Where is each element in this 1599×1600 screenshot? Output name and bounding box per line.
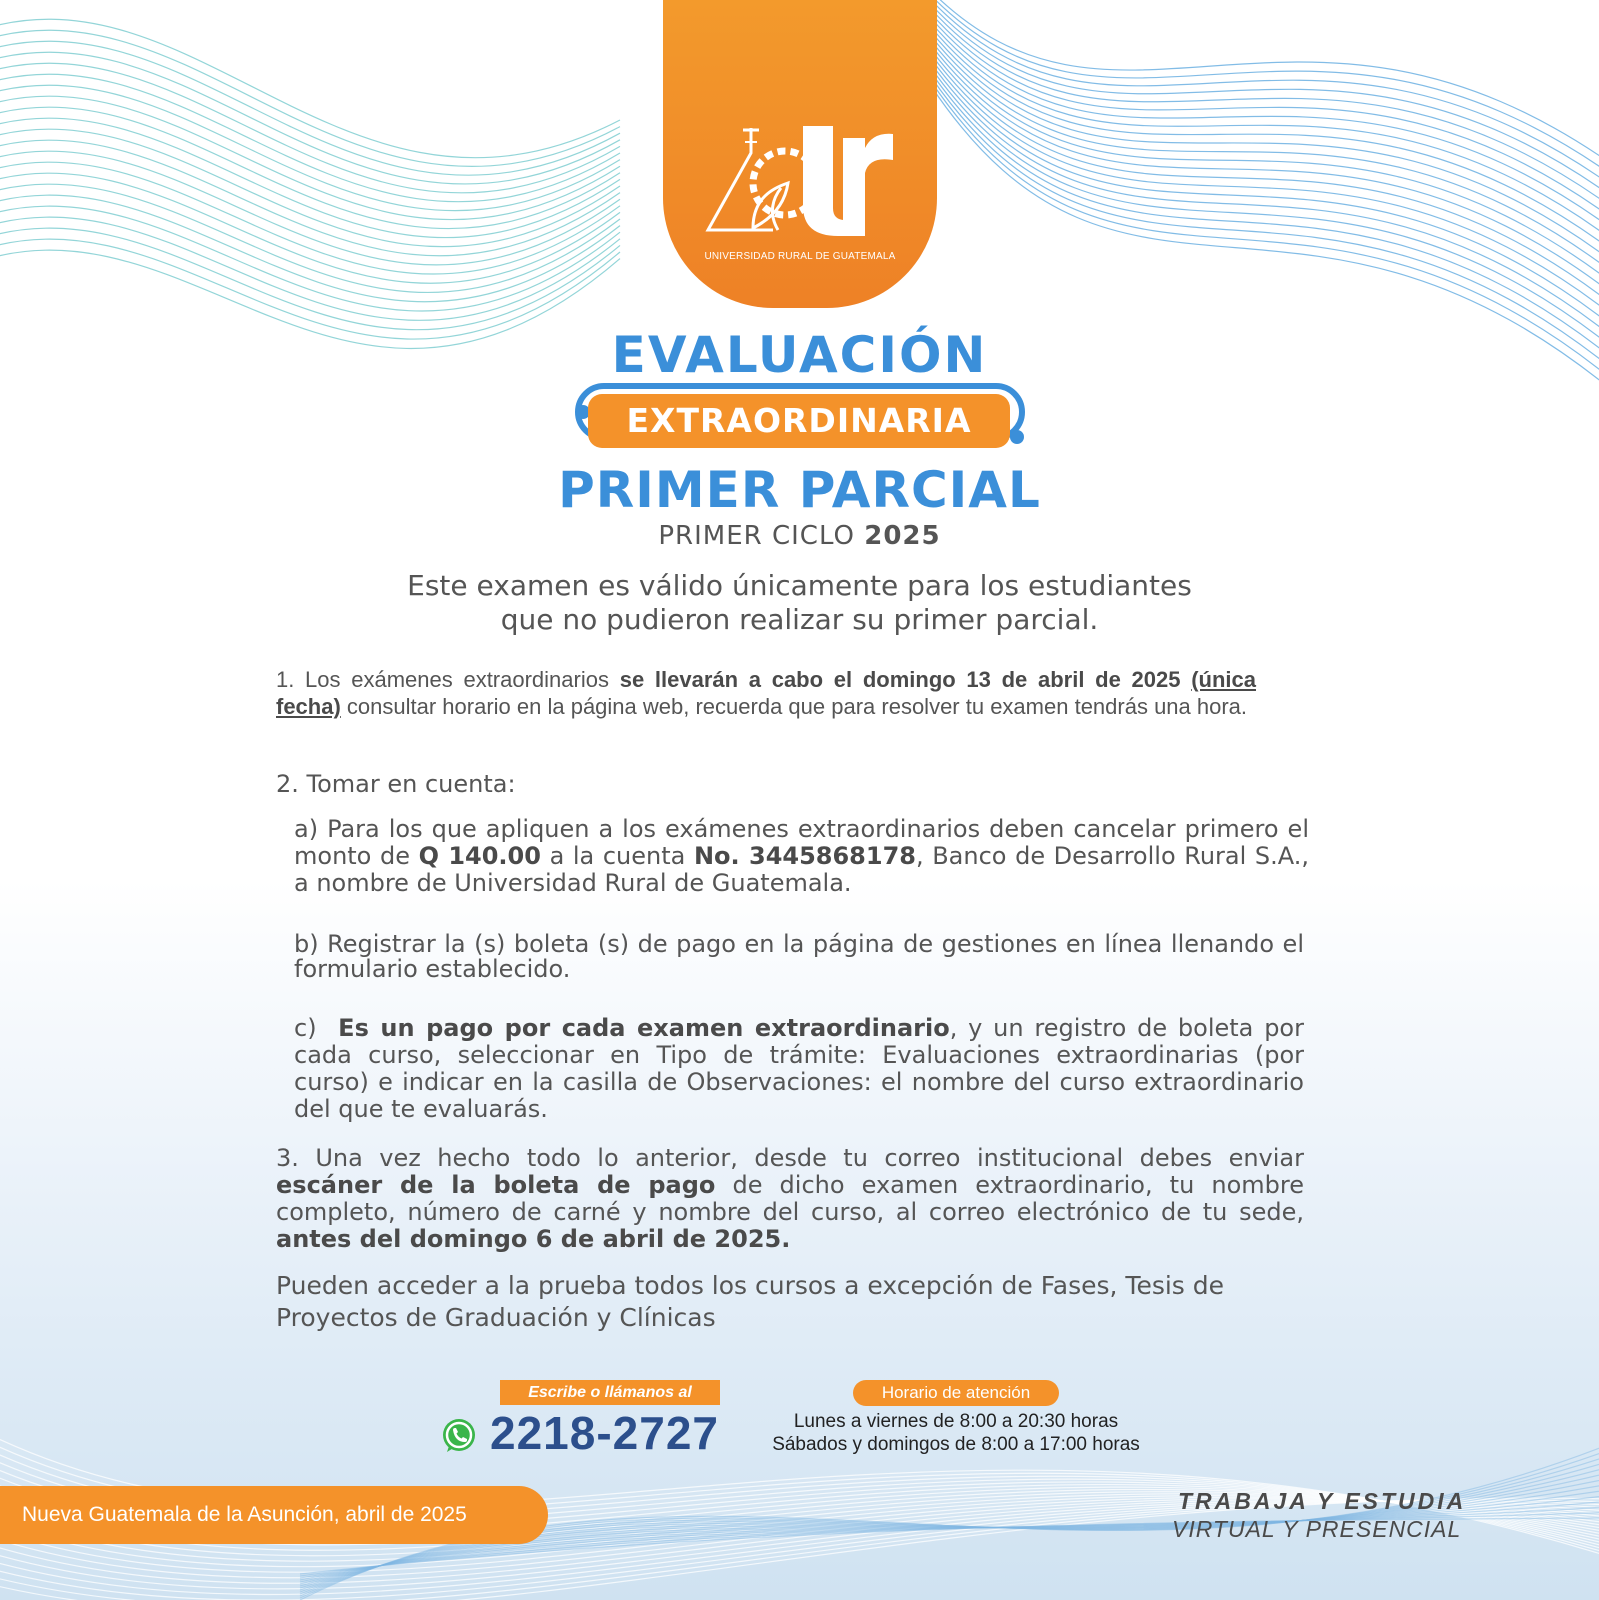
university-logo-icon (693, 118, 903, 248)
intro-line-2: que no pudieron realizar su primer parcial. (500, 603, 1099, 636)
item-2a-account: No. 3445868178 (693, 842, 916, 870)
item-2: 2. Tomar en cuenta: (276, 770, 516, 798)
item-2c (294, 1015, 1304, 1123)
item-3-middle: de dicho examen extraordinario, tu nombre completo, número de carné y nombre del curso, al correo electrónico de tu sede, (276, 1171, 1304, 1226)
item-2c-prefix: c) (294, 1014, 317, 1042)
wave-line (0, 63, 620, 193)
cycle-label: PRIMER CICLO (658, 521, 855, 551)
item-1-unique-date: (única fecha) (276, 667, 1256, 719)
item-2a (294, 816, 1309, 897)
access-note: Pueden acceder a la prueba todos los cursos a excepción de Fases, Tesis de Proyectos de Graduación y Clínicas (276, 1271, 1225, 1332)
logo-tab (663, 0, 937, 308)
item-1-prefix: 1. Los exámenes extraordinarios (276, 667, 609, 692)
pill-dot-right (1010, 430, 1024, 444)
item-2b: b) Registrar la (s) boleta (s) de pago en la página de gestiones en línea llenando el formulario establecido. (294, 930, 1304, 983)
item-1-date: se llevarán a cabo el domingo 13 de abril de 2025 (619, 667, 1181, 692)
logo-caption: UNIVERSIDAD RURAL DE GUATEMALA (704, 251, 896, 262)
item-3-deadline: antes del domingo 6 de abril de 2025. (276, 1225, 791, 1253)
item-3 (276, 1145, 1304, 1253)
wave-line (930, 40, 1599, 289)
item-2a-middle: a la cuenta (549, 842, 686, 870)
wave-line (930, 0, 1599, 192)
intro-text (0, 569, 1599, 637)
hours-tag: Horario de atención (853, 1380, 1059, 1406)
item-2c-bold: Es un pago por cada examen extraordinario (338, 1014, 950, 1042)
wave-line (930, 67, 1599, 354)
wave-line (0, 19, 620, 157)
item-1 (276, 666, 1256, 720)
hours-text (742, 1410, 1170, 1456)
slogan-line-1: TRABAJA Y ESTUDIA (1178, 1488, 1467, 1514)
wave-line (0, 74, 620, 201)
wave-line (930, 31, 1599, 268)
item-2a-prefix: a) Para los que apliquen a los exámenes extraordinarios deben cancelar primero el monto de (294, 815, 1309, 870)
slogan-line-2: VIRTUAL Y PRESENCIAL (1172, 1516, 1462, 1542)
item-2a-suffix: , Banco de Desarrollo Rural S.A., a nombre de Universidad Rural de Guatemala. (294, 842, 1310, 897)
item-2a-amount: Q 140.00 (418, 842, 541, 870)
item-2c-suffix: , y un registro de boleta por cada curso, seleccionar en Tipo de trámite: Evaluaciones extraordinarias (por curso) e indicar en la casilla de Observaciones: el nombre del curso extraordinario del que te evaluarás. (294, 1014, 1304, 1123)
item-1-suffix: consultar horario en la página web, recuerda que para resolver tu examen tendrás una hora. (346, 694, 1248, 719)
wave-line (930, 53, 1599, 321)
wave-group (0, 19, 620, 348)
wave-line (0, 85, 620, 210)
cycle-subtitle (0, 521, 1599, 551)
item-3-bold-scan: escáner de la boleta de pago (276, 1171, 716, 1199)
place-date-banner: Nueva Guatemala de la Asunción, abril de 2025 (0, 1486, 548, 1544)
intro-line-1: Este examen es válido únicamente para los estudiantes (407, 569, 1192, 602)
phone-number[interactable]: 2218-2727 (490, 1407, 719, 1459)
wave-line (930, 71, 1599, 364)
wave-line (930, 0, 1599, 170)
whatsapp-icon[interactable] (439, 1416, 479, 1456)
cycle-year: 2025 (864, 521, 941, 551)
hours-weekends: Sábados y domingos de 8:00 a 17:00 horas (772, 1434, 1140, 1455)
title-primer-parcial: PRIMER PARCIAL (558, 461, 1041, 519)
hours-weekdays: Lunes a viernes de 8:00 a 20:30 horas (793, 1411, 1119, 1432)
item-3-prefix: 3. Una vez hecho todo lo anterior, desde tu correo institucional debes enviar (276, 1144, 1304, 1172)
wave-line (930, 0, 1599, 181)
wave-line (0, 52, 620, 184)
contact-tag: Escribe o llámanos al (500, 1380, 720, 1405)
title-pill-extraordinaria: EXTRAORDINARIA (588, 394, 1010, 448)
title-evaluacion: EVALUACIÓN (611, 326, 988, 384)
